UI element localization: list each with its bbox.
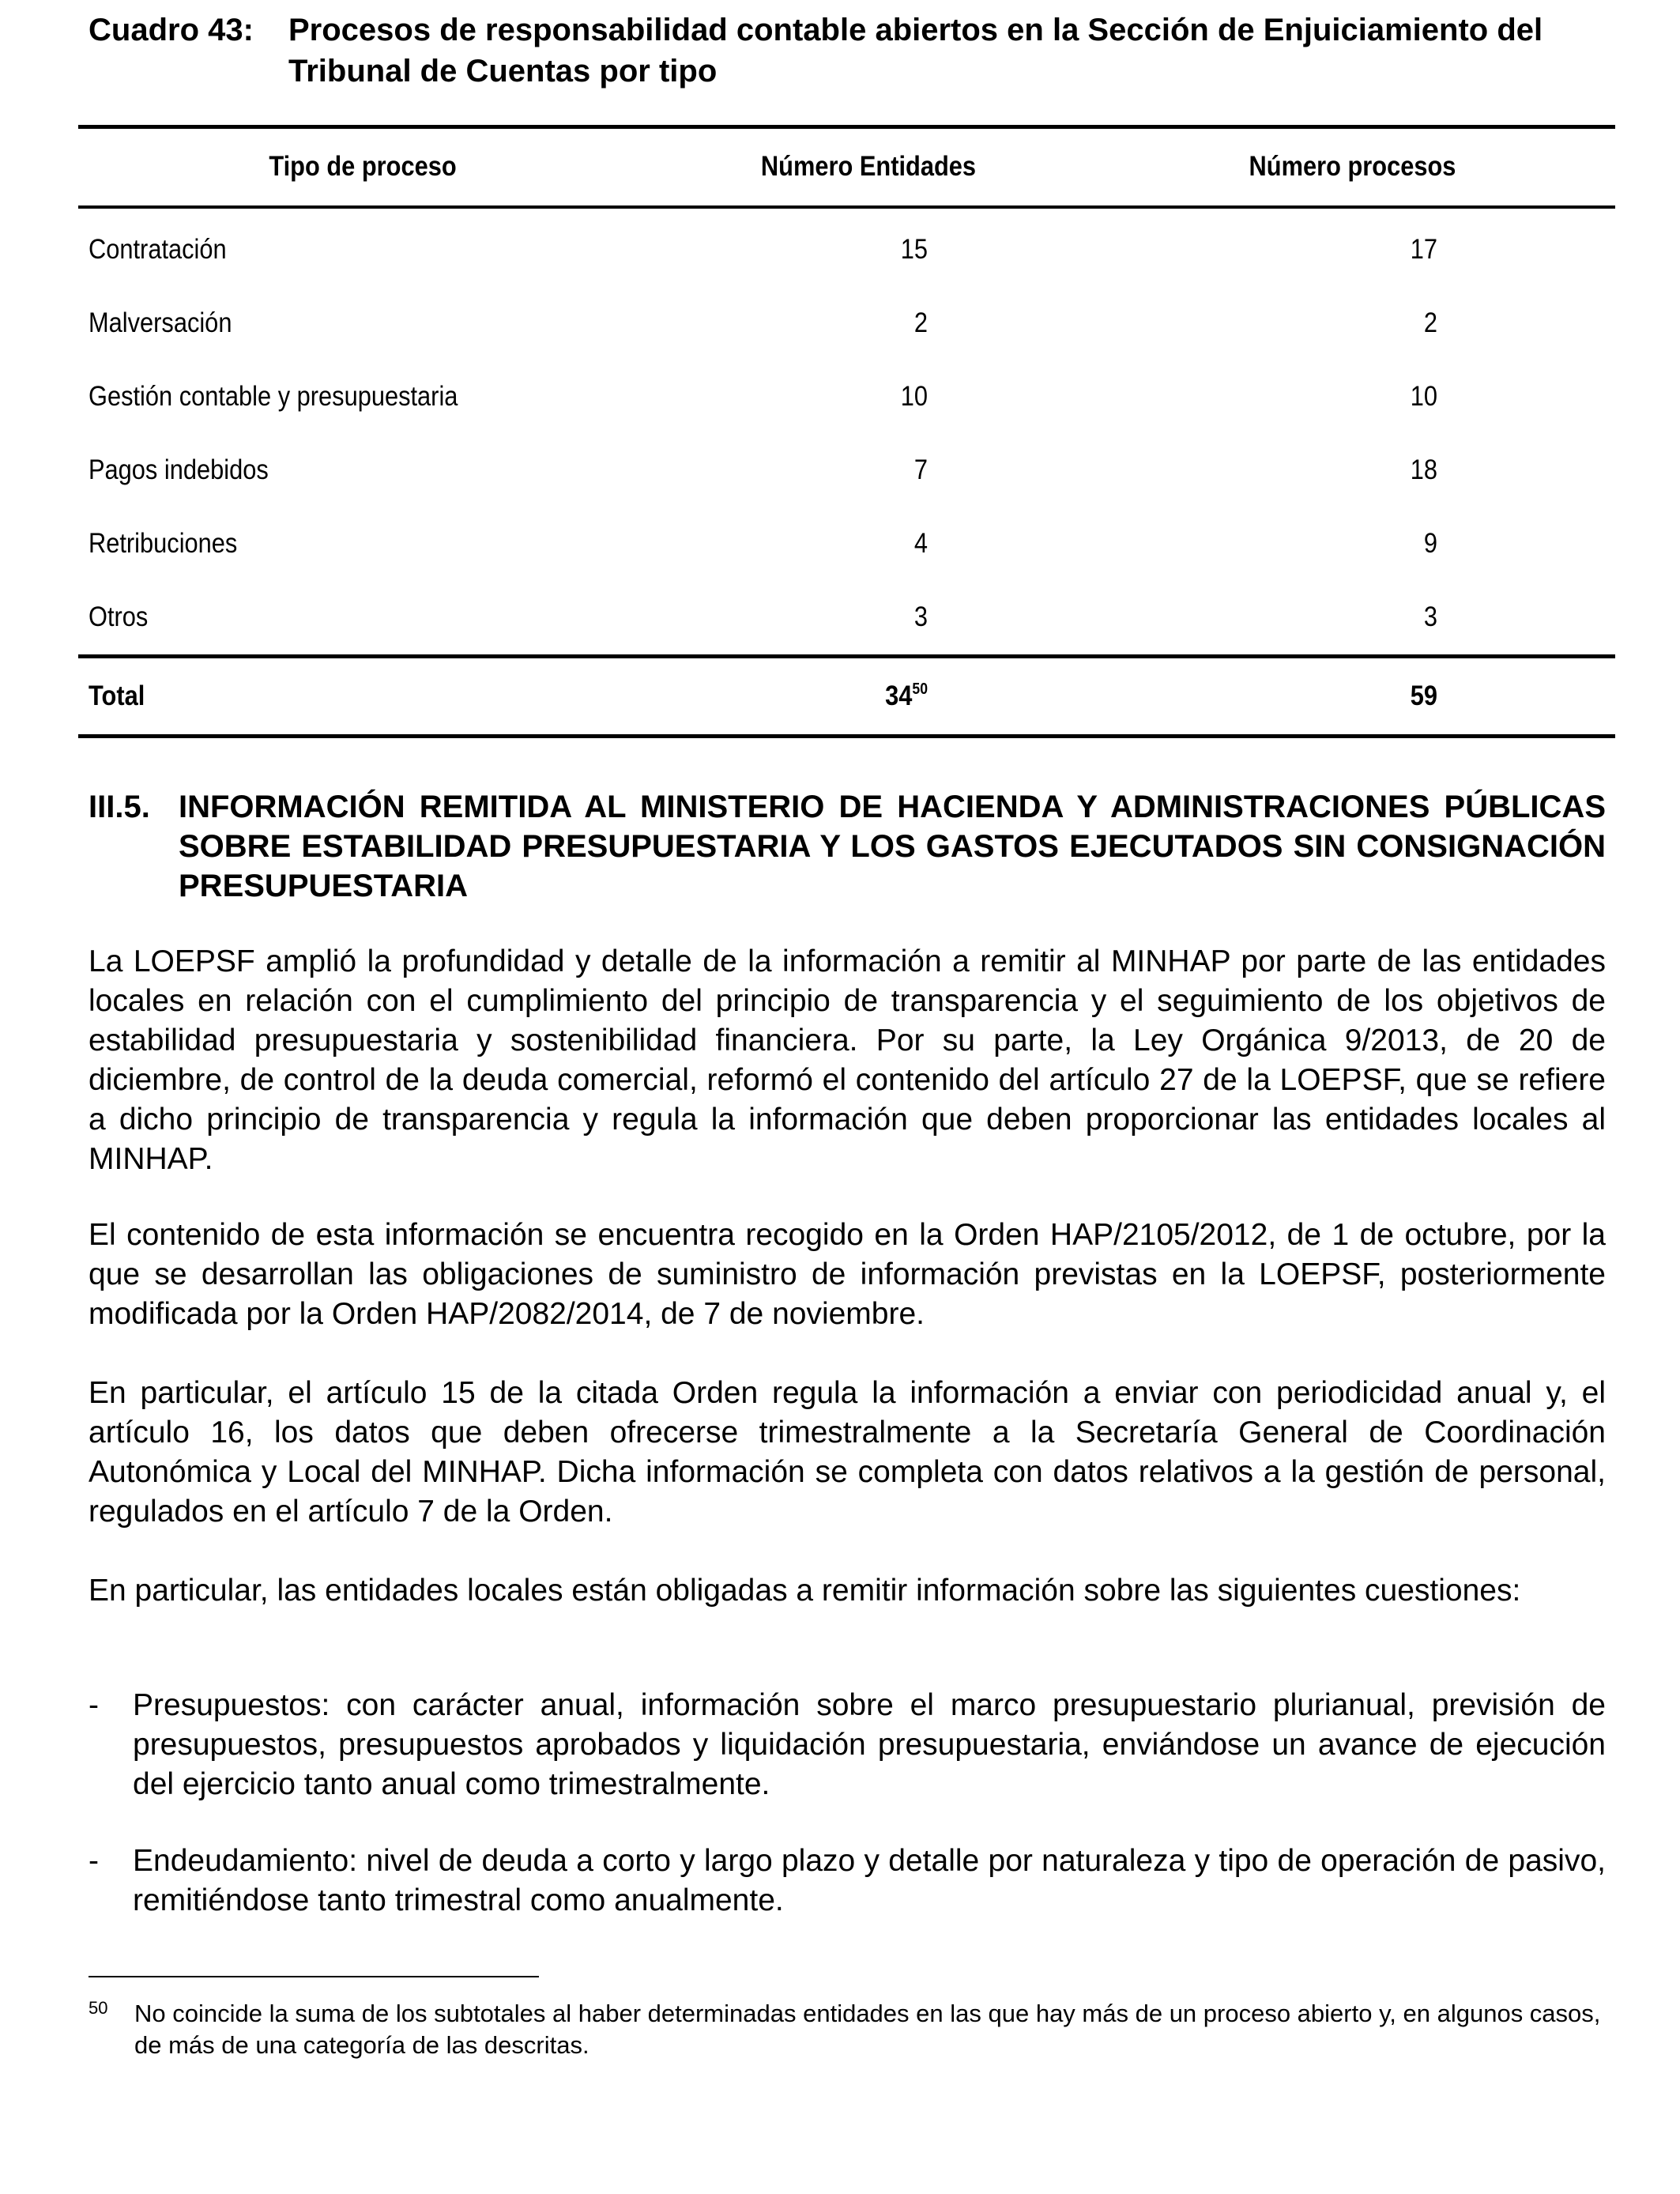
footnote-separator	[89, 1976, 539, 1977]
row-entidades: 2	[913, 307, 928, 338]
bullet-dash: -	[89, 1844, 99, 1878]
row-entidades: 10	[900, 381, 928, 412]
table-row	[78, 207, 1615, 287]
row-tipo: Gestión contable y presupuestaria	[89, 381, 458, 412]
row-tipo: Pagos indebidos	[89, 454, 269, 485]
total-label: Total	[89, 680, 145, 711]
header-tipo: Tipo de proceso	[269, 151, 457, 183]
table-header-row	[78, 127, 1615, 207]
bullet-item	[89, 1842, 1606, 1921]
bullet-dash: -	[89, 1688, 99, 1722]
section-heading	[89, 787, 1606, 906]
paragraph	[89, 1571, 1606, 1611]
row-tipo: Contratación	[89, 234, 227, 265]
row-procesos: 2	[1423, 307, 1437, 338]
header-procesos: Número procesos	[1249, 151, 1456, 183]
footnote-number: 50	[89, 1998, 108, 2018]
paragraph	[89, 1216, 1606, 1334]
header-entidades: Número Entidades	[760, 151, 977, 183]
section-title: INFORMACIÓN REMITIDA AL MINISTERIO DE HACIENDA Y ADMINISTRACIONES PÚBLICAS SOBRE ESTABILIDAD PRESUPUESTARIA Y LOS GASTOS EJECUTADOS SIN CONSIGNACIÓN PRESUPUESTARIA	[179, 790, 1606, 903]
table-total-row	[78, 656, 1615, 736]
table-caption	[89, 9, 1606, 92]
row-procesos: 17	[1410, 234, 1437, 265]
total-entidades	[813, 680, 928, 712]
row-entidades: 7	[913, 454, 928, 485]
row-tipo: Retribuciones	[89, 528, 238, 559]
paragraph-text: La LOEPSF amplió la profundidad y detalle de la información a remitir al MINHAP por parte de las entidades locales en relación con el cumplimiento del principio de transparencia y el seguimiento de los objetivos de estabilidad presupuestaria y sostenibilidad financiera. Por su parte, la Ley Orgánica 9/2013, de 20 de diciembre, de control de la deuda comercial, reformó el contenido del artículo 27 de la LOEPSF, que se refiere a dicho principio de transparencia y regula la información que deben proporcionar las entidades locales al MINHAP.	[89, 944, 1606, 1176]
row-procesos: 10	[1410, 381, 1437, 412]
row-entidades: 15	[900, 234, 928, 265]
paragraph	[89, 942, 1606, 1179]
bullet-text: Endeudamiento: nivel de deuda a corto y largo plazo y detalle por naturaleza y tipo de operación de pasivo, remitiéndose tanto trimestral como anualmente.	[133, 1844, 1606, 1917]
row-tipo: Malversación	[89, 307, 232, 338]
footnote-ref[interactable]: 50	[912, 680, 928, 698]
total-entidades-value: 34	[885, 680, 913, 711]
row-procesos: 3	[1423, 601, 1437, 632]
table-row	[78, 581, 1615, 657]
table-row	[78, 360, 1615, 434]
footnote	[89, 1998, 1606, 2061]
total-procesos: 59	[1410, 680, 1437, 711]
footnote-text: No coincide la suma de los subtotales al haber determinadas entidades en las que hay más de un proceso abierto y, en algunos casos, de más de una categoría de las descritas.	[134, 2000, 1601, 2059]
row-entidades: 4	[913, 528, 928, 559]
bullet-item	[89, 1686, 1606, 1804]
paragraph-text: El contenido de esta información se encuentra recogido en la Orden HAP/2105/2012, de 1 de octubre, por la que se desarrollan las obligaciones de suministro de información previstas en la LOEPSF, posteriormente modificada por la Orden HAP/2082/2014, de 7 de noviembre.	[89, 1218, 1606, 1331]
table-caption-title: Procesos de responsabilidad contable abiertos en la Sección de Enjuiciamiento del Tribunal de Cuentas por tipo	[288, 13, 1543, 89]
section-number: III.5.	[89, 790, 150, 824]
paragraph	[89, 1374, 1606, 1532]
paragraph-text: En particular, las entidades locales están obligadas a remitir información sobre las siguientes cuestiones:	[89, 1574, 1521, 1608]
row-procesos: 9	[1423, 528, 1437, 559]
processes-table	[78, 125, 1615, 738]
row-tipo: Otros	[89, 601, 149, 632]
table-caption-number: Cuadro 43:	[89, 13, 254, 47]
row-procesos: 18	[1410, 454, 1437, 485]
table-row	[78, 434, 1615, 507]
table-row	[78, 287, 1615, 360]
table-row	[78, 507, 1615, 581]
row-entidades: 3	[913, 601, 928, 632]
bullet-text: Presupuestos: con carácter anual, información sobre el marco presupuestario plurianual, previsión de presupuestos, presupuestos aprobados y liquidación presupuestaria, enviándose un avance de ejecución del ejercicio tanto anual como trimestralmente.	[133, 1688, 1606, 1801]
paragraph-text: En particular, el artículo 15 de la citada Orden regula la información a enviar con periodicidad anual y, el artículo 16, los datos que deben ofrecerse trimestralmente a la Secretaría General de Coordinación Autonómica y Local del MINHAP. Dicha información se completa con datos relativos a la gestión de personal, regulados en el artículo 7 de la Orden.	[89, 1376, 1606, 1529]
